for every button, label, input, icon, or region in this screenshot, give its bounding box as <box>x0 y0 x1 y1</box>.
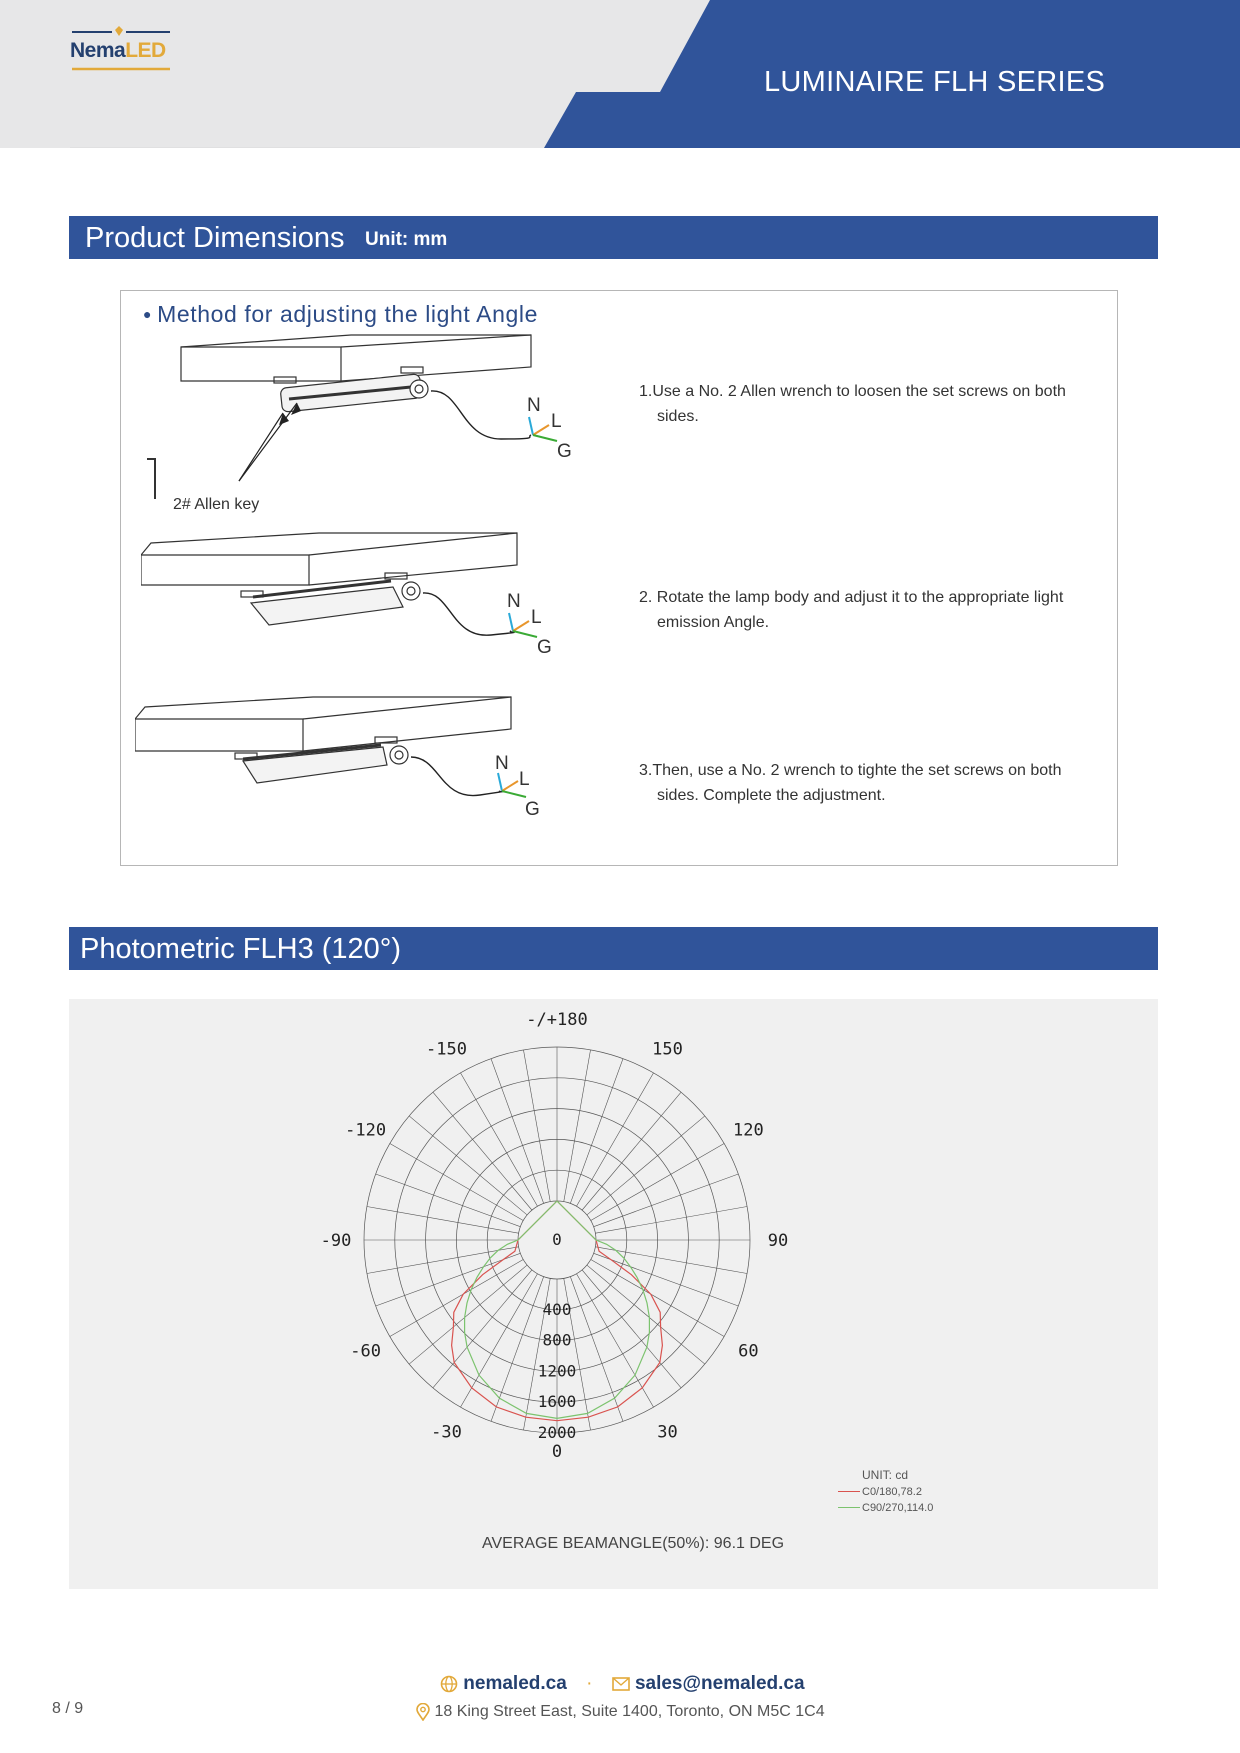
grid-spoke <box>433 1092 532 1210</box>
step-1-line1: 1.Use a No. 2 Allen wrench to loosen the set screws on both <box>639 383 1066 400</box>
legend-label: C90/270,114.0 <box>862 1502 934 1514</box>
location-pin-icon <box>416 1703 430 1721</box>
grid-spoke <box>587 1116 705 1215</box>
logo-text-main: Nema <box>70 39 126 62</box>
beam-angle-note: AVERAGE BEAMANGLE(50%): 96.1 DEG <box>482 1535 785 1552</box>
angle-label: 120 <box>733 1120 764 1141</box>
legend-unit: UNIT: cd <box>862 1468 909 1482</box>
step-1-line2: sides. <box>657 408 699 425</box>
wire-label-g: G <box>557 441 572 462</box>
grid-spoke <box>582 1270 681 1388</box>
wire-label-g: G <box>525 799 540 820</box>
photometric-bar <box>69 927 1158 970</box>
mail-icon <box>612 1677 630 1691</box>
angle-label: 0 <box>551 1442 563 1462</box>
grid-spoke <box>570 1277 623 1422</box>
grid-spoke <box>491 1277 544 1422</box>
step-1-text <box>639 379 1094 429</box>
angle-label: -60 <box>350 1341 381 1362</box>
angle-label: -120 <box>345 1120 387 1141</box>
radial-label: 400 <box>542 1299 572 1319</box>
step-2-line1: 2. Rotate the lamp body and adjust it to the appropriate light <box>639 589 1064 606</box>
angle-label: -/+180 <box>526 1010 588 1030</box>
wire-label-n: N <box>495 753 509 774</box>
legend-label: C0/180,78.2 <box>862 1486 922 1498</box>
step-2-line2: emission Angle. <box>657 614 770 631</box>
product-dimensions-bar <box>69 216 1158 259</box>
grid-spoke <box>595 1247 747 1274</box>
address-text: 18 King Street East, Suite 1400, Toronto, ON M5C 1C4 <box>434 1703 825 1721</box>
step-3-line2: sides. Complete the adjustment. <box>657 787 886 804</box>
step-3-line1: 3.Then, use a No. 2 wrench to tighte the set screws on both <box>639 762 1062 779</box>
legend-swatch <box>838 1507 860 1508</box>
step-3-text <box>639 758 1094 808</box>
wire-label-l: L <box>531 607 542 628</box>
grid-spoke <box>523 1050 550 1202</box>
logo-text-accent: LED <box>125 39 166 62</box>
series-title: LUMINAIRE FLH SERIES <box>764 66 1106 98</box>
footer-separator: · <box>586 1673 593 1694</box>
method-box <box>120 290 1118 866</box>
section-title: Photometric FLH3 (120°) <box>80 933 402 965</box>
email-link[interactable]: sales@nemaled.ca <box>634 1673 805 1694</box>
method-heading-text: Method for adjusting the light Angle <box>157 301 538 327</box>
grid-spoke <box>409 1116 527 1215</box>
legend-item-c0 <box>838 1486 922 1498</box>
install-drawing-3 <box>135 695 565 825</box>
angle-label: -90 <box>320 1231 352 1251</box>
angle-label: 90 <box>767 1231 789 1251</box>
wire-label-g: G <box>537 637 552 658</box>
wire-label-l: L <box>519 769 530 790</box>
grid-spoke <box>594 1174 739 1227</box>
footer-contacts <box>440 1673 805 1697</box>
wire-label-n: N <box>527 395 541 416</box>
grid-spoke <box>433 1270 532 1388</box>
grid-spoke <box>594 1253 739 1306</box>
grid-spoke <box>376 1174 521 1227</box>
section-title: Product Dimensions <box>85 222 345 254</box>
unit-label: Unit: mm <box>365 229 448 250</box>
angle-label: -150 <box>426 1039 467 1060</box>
legend-item-c90 <box>838 1502 933 1514</box>
wire-label-l: L <box>551 411 562 432</box>
radial-label: 1200 <box>537 1361 577 1381</box>
grid-spoke <box>367 1247 519 1274</box>
website-link[interactable]: nemaled.ca <box>463 1673 567 1694</box>
radial-label: 0 <box>552 1230 562 1249</box>
page-number: 8 / 9 <box>52 1700 84 1717</box>
grid-spoke <box>491 1059 544 1204</box>
grid-spoke <box>564 1050 591 1202</box>
wire-label-n: N <box>507 591 521 612</box>
angle-label: 60 <box>738 1341 759 1362</box>
angle-label: 30 <box>657 1422 678 1443</box>
grid-spoke <box>582 1092 681 1210</box>
legend-swatch <box>838 1491 860 1492</box>
allen-key-label: 2# Allen key <box>173 496 260 513</box>
radial-label: 1600 <box>537 1392 577 1412</box>
radial-label: 800 <box>542 1330 572 1350</box>
grid-spoke <box>367 1206 519 1233</box>
method-heading <box>143 301 538 328</box>
polar-chart <box>69 999 1158 1589</box>
install-drawing-2 <box>141 529 571 659</box>
angle-label: -30 <box>431 1422 462 1443</box>
footer-address <box>416 1703 825 1721</box>
radial-label: 2000 <box>537 1423 577 1442</box>
step-2-text <box>639 585 1094 635</box>
brand-logo <box>70 24 174 74</box>
photometric-panel <box>69 999 1158 1589</box>
grid-spoke <box>376 1253 521 1306</box>
grid-spoke <box>570 1059 623 1204</box>
install-drawing-1 <box>131 329 581 529</box>
globe-icon <box>440 1675 458 1693</box>
grid-spoke <box>595 1206 747 1233</box>
bullet-icon: ● <box>143 306 153 322</box>
angle-label: 150 <box>652 1039 683 1060</box>
